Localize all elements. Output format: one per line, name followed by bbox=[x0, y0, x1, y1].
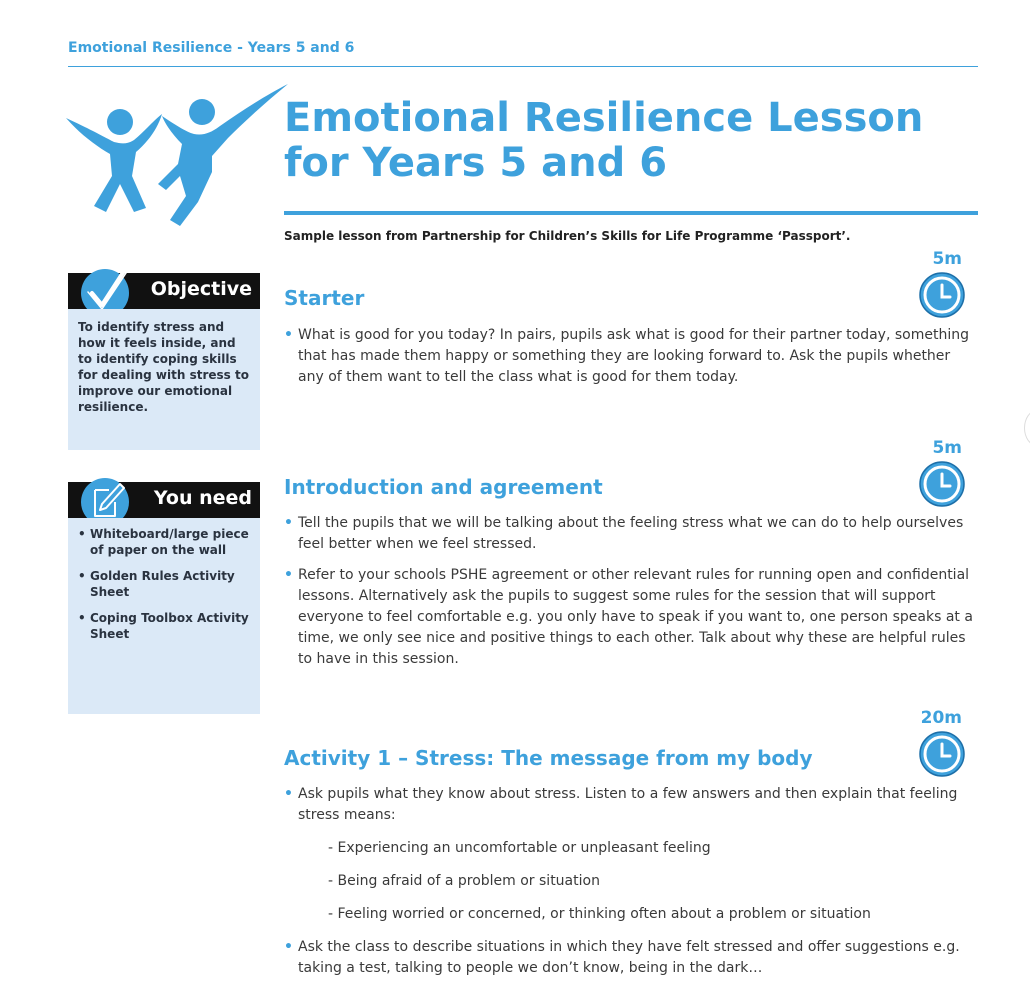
list-item: • Golden Rules Activity Sheet bbox=[78, 568, 252, 600]
list-item: - Experiencing an uncomfortable or unpleasant feeling bbox=[328, 840, 711, 856]
section-activity-1 bbox=[284, 746, 974, 979]
you-need-panel bbox=[68, 518, 260, 714]
list-item: • What is good for you today? In pairs, pupils ask what is good for their partner today, something that has made them happy or something they are looking forward to. Ask the pupils whether any of them want to tell the class what is good for them today. bbox=[284, 325, 974, 388]
clock-icon bbox=[918, 271, 966, 319]
section-starter bbox=[284, 286, 974, 388]
list-item: • Refer to your schools PSHE agreement or other relevant rules for running open and confidential lessons. Alternatively ask the pupils to suggest some rules for the session that will support everyone to feel comfortable e.g. you only have to speak if you want to, one person speaks at a time, we only see nice and positive things to each other. Talk about why these are helpful rules to have in this session. bbox=[284, 565, 974, 670]
section-title: Introduction and agreement bbox=[284, 475, 603, 499]
list-item: • Ask pupils what they know about stress. Listen to a few answers and then explain that feeling stress means: bbox=[284, 784, 974, 826]
duration-label: 20m bbox=[920, 708, 962, 728]
title-divider bbox=[284, 211, 978, 215]
section-bullets bbox=[284, 325, 974, 388]
subtitle: Sample lesson from Partnership for Children’s Skills for Life Programme ‘Passport’. bbox=[284, 229, 851, 243]
timer-starter bbox=[902, 249, 966, 319]
clock-icon bbox=[918, 730, 966, 778]
two-children-jumping-logo bbox=[62, 80, 288, 226]
duration-label: 5m bbox=[932, 249, 962, 269]
section-bullets bbox=[284, 937, 974, 979]
stress-definition-list bbox=[284, 838, 974, 924]
list-item: • Coping Toolbox Activity Sheet bbox=[78, 610, 252, 642]
objective-panel bbox=[68, 309, 260, 450]
header-label: Emotional Resilience - Years 5 and 6 bbox=[68, 40, 355, 56]
clock-icon bbox=[918, 460, 966, 508]
objective-heading: Objective bbox=[150, 278, 252, 300]
header-divider bbox=[68, 66, 978, 67]
you-need-panel-header bbox=[68, 482, 260, 518]
timer-introduction bbox=[902, 438, 966, 508]
objective-panel-header bbox=[68, 273, 260, 309]
section-introduction bbox=[284, 475, 974, 670]
you-need-heading: You need bbox=[153, 487, 252, 509]
timer-activity-1 bbox=[902, 708, 966, 778]
duration-label: 5m bbox=[932, 438, 962, 458]
list-item: • Tell the pupils that we will be talking about the feeling stress what we can do to help ourselves feel better when we feel stressed. bbox=[284, 513, 974, 555]
title-line-1: Emotional Resilience Lesson bbox=[284, 95, 924, 141]
list-item: - Feeling worried or concerned, or thinking often about a problem or situation bbox=[328, 906, 871, 922]
you-need-list bbox=[68, 518, 260, 660]
section-title: Starter bbox=[284, 286, 365, 310]
section-bullets bbox=[284, 784, 974, 826]
objective-text: To identify stress and how it feels inside, and to identify coping skills for dealing with stress to improve our emotional resilience. bbox=[78, 320, 249, 414]
page-edge-handle[interactable] bbox=[1024, 410, 1030, 446]
section-title: Activity 1 – Stress: The message from my body bbox=[284, 746, 813, 770]
list-item: • Whiteboard/large piece of paper on the wall bbox=[78, 526, 252, 558]
page-title bbox=[284, 96, 974, 186]
section-bullets bbox=[284, 513, 974, 670]
list-item: - Being afraid of a problem or situation bbox=[328, 873, 600, 889]
list-item: • Ask the class to describe situations in which they have felt stressed and offer suggestions e.g. taking a test, talking to people we don’t know, being in the dark… bbox=[284, 937, 974, 979]
title-line-2: for Years 5 and 6 bbox=[284, 140, 668, 186]
